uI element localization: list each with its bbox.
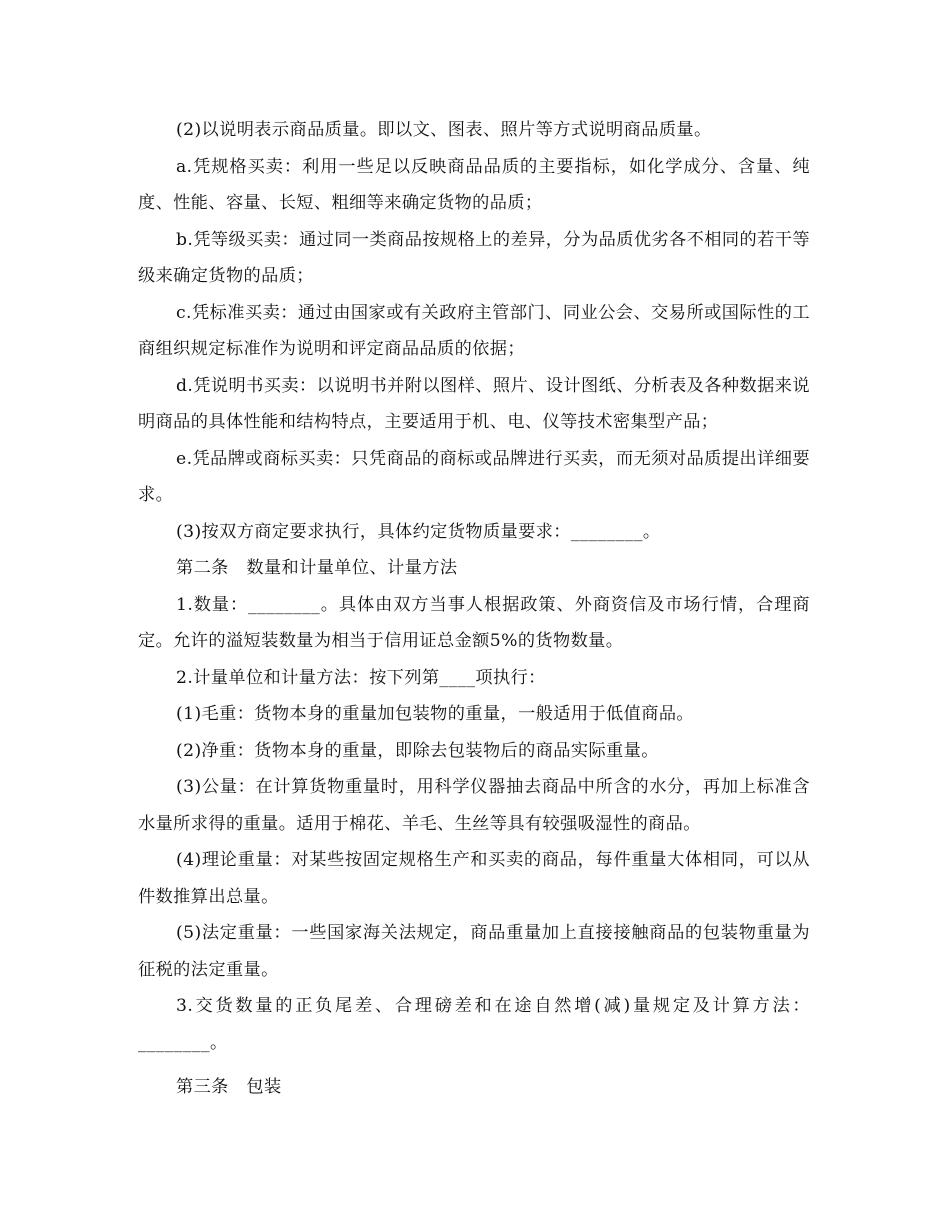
paragraph-measurement-method: 2.计量单位和计量方法：按下列第____项执行： bbox=[176, 667, 546, 688]
paragraph-quality-by-description: (2)以说明表示商品质量。即以文、图表、照片等方式说明商品质量。 bbox=[176, 120, 712, 140]
paragraph-by-grade: b.凭等级买卖：通过同一类商品按规格上的差异，分为品质优劣各不相同的若干等级来确定货物的品质； bbox=[138, 229, 810, 286]
paragraph-legal-weight: (5)法定重量：一些国家海关法规定，商品重量加上直接接触商品的包装物重量为征税的法定重量。 bbox=[138, 923, 810, 980]
document-page bbox=[138, 112, 810, 1106]
paragraph-quantity: 1.数量：________。具体由双方当事人根据政策、外商资信及市场行情，合理商定。允许的溢短装数量为相当于信用证总金额5%的货物数量。 bbox=[138, 594, 810, 651]
article-3-heading: 第三条 包装 bbox=[176, 1077, 282, 1097]
paragraph-agreed-quality: (3)按双方商定要求执行，具体约定货物质量要求：________。 bbox=[176, 521, 661, 542]
paragraph-by-specification: a.凭规格买卖：利用一些足以反映商品品质的主要指标，如化学成分、含量、纯度、性能、容量、长短、粗细等来确定货物的品质； bbox=[138, 156, 810, 213]
article-2-heading: 第二条 数量和计量单位、计量方法 bbox=[176, 558, 458, 578]
paragraph-conditioned-weight: (3)公量：在计算货物重量时，用科学仪器抽去商品中所含的水分，再加上标准含水量所求得的重量。适用于棉花、羊毛、生丝等具有较强吸湿性的商品。 bbox=[138, 777, 810, 834]
paragraph-net-weight: (2)净重：货物本身的重量，即除去包装物后的商品实际重量。 bbox=[176, 740, 659, 761]
paragraph-by-brand: e.凭品牌或商标买卖：只凭商品的商标或品牌进行买卖，而无须对品质提出详细要求。 bbox=[138, 448, 810, 505]
spacer bbox=[138, 1061, 810, 1069]
paragraph-gross-weight: (1)毛重：货物本身的重量加包装物的重量，一般适用于低值商品。 bbox=[176, 704, 694, 724]
paragraph-tolerance: 3.交货数量的正负尾差、合理磅差和在途自然增(减)量规定及计算方法：________。 bbox=[138, 996, 810, 1053]
paragraph-by-manual: d.凭说明书买卖：以说明书并附以图样、照片、设计图纸、分析表及各种数据来说明商品的具体性能和结构特点，主要适用于机、电、仪等技术密集型产品； bbox=[138, 375, 810, 432]
paragraph-by-standard: c.凭标准买卖：通过由国家或有关政府主管部门、同业公会、交易所或国际性的工商组织规定标准作为说明和评定商品品质的依据； bbox=[138, 302, 810, 359]
paragraph-theoretical-weight: (4)理论重量：对某些按固定规格生产和买卖的商品，每件重量大体相同，可以从件数推算出总量。 bbox=[138, 850, 810, 907]
